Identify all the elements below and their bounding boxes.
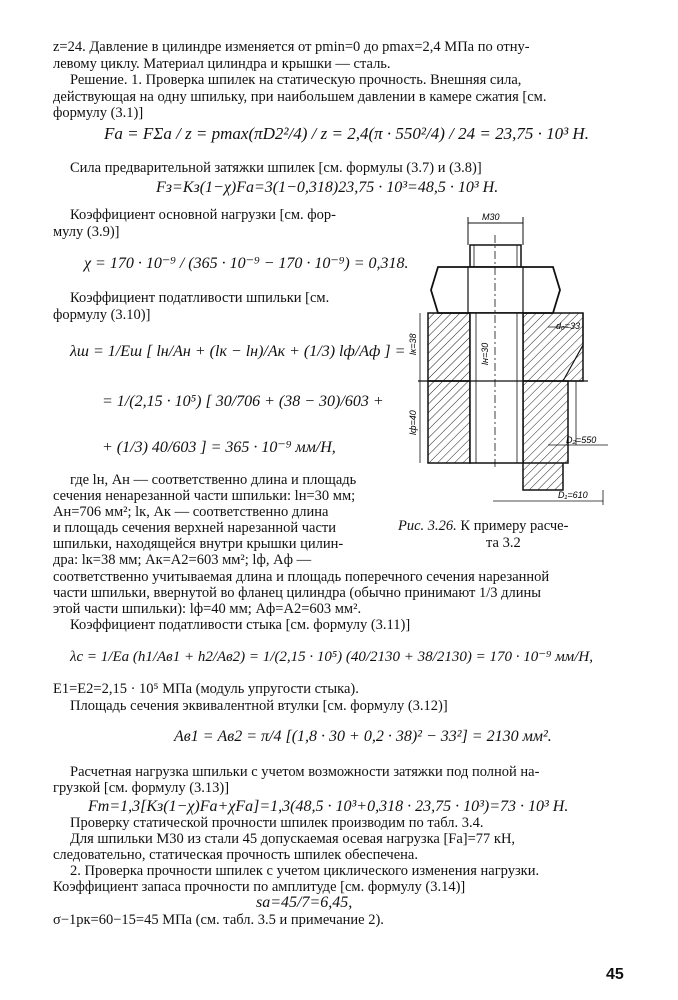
figure-caption-line-2: та 3.2: [486, 535, 521, 551]
page-number: 45: [606, 966, 624, 983]
label-d0: d₀=33: [556, 321, 581, 331]
text-line-21: E1=E2=2,15 · 10⁵ МПа (модуль упругости стыка).: [53, 681, 359, 697]
nut: [431, 267, 560, 313]
label-d2: D₂=550: [566, 435, 597, 445]
label-m30: M30: [482, 212, 500, 222]
text-line-6: Сила предварительной затяжки шпилек [см. формулы (3.7) и (3.8)]: [70, 160, 482, 176]
formula-sa: sa=45/7=6,45,: [256, 894, 353, 911]
text-line-13: Aн=706 мм²; lк, Aк — соответственно длина: [53, 504, 329, 520]
stud-end: [470, 245, 521, 267]
label-lk: lк=38: [408, 333, 418, 355]
formula-lambda-sh-1: λш = 1/Eш [ lн/Aн + (lк − lн)/Aк + (1/3) lф/Aф ] =: [70, 343, 406, 360]
text-line-23: Расчетная нагрузка шпильки с учетом возможности затяжки под полной на-: [70, 764, 540, 780]
figure-caption-label: Рис. 3.26.: [398, 518, 457, 534]
text-line-19: этой части шпильки): lф=40 мм; Aф=A2=603 мм².: [53, 601, 362, 617]
text-line-18: части шпильки, ввернутой во фланец цилиндра (обычно принимают 1/3 длины: [53, 585, 541, 601]
formula-force-fa: Fa = FΣa / z = pmax(πD2²/4) / z = 2,4(π · 550²/4) / 24 = 23,75 · 10³ Н.: [104, 124, 589, 143]
formula-lambda-c: λс = 1/Eа (h1/Aв1 + h2/Aв2) = 1/(2,15 · 10⁵) (40/2130 + 38/2130) = 170 · 10⁻⁹ мм/Н,: [70, 649, 593, 665]
label-ln: lн=30: [480, 342, 490, 365]
label-lf: lф=40: [408, 410, 418, 435]
text-line-24: грузкой [см. формулу (3.13)]: [53, 780, 230, 796]
text-line-11: где lн, Aн — соответственно длина и площадь: [70, 472, 357, 488]
text-line-4: действующая на одну шпильку, при наибольшем давлении в камере сжатия [см.: [53, 89, 547, 105]
text-line-1: z=24. Давление в цилиндре изменяется от pmin=0 до pmax=2,4 МПа по отну-: [53, 39, 530, 55]
text-line-17: соответственно учитываемая длина и площадь поперечного сечения нарезанной: [53, 569, 550, 585]
text-line-20: Коэффициент податливости стыка [см. формулу (3.11)]: [70, 617, 411, 633]
formula-preload: Fз=Kз(1−χ)Fa=3(1−0,318)23,75 · 10³=48,5 · 10³ Н.: [156, 179, 499, 196]
text-line-26: Для шпильки М30 из стали 45 допускаемая осевая нагрузка [Fa]=77 кН,: [70, 831, 516, 847]
text-line-27: следовательно, статическая прочность шпилек обеспечена.: [53, 847, 418, 863]
figure-caption: [398, 518, 568, 535]
formula-lambda-sh-2: = 1/(2,15 · 10⁵) [ 30/706 + (38 − 30)/603 +: [102, 393, 384, 410]
text-line-8: мулу (3.9)]: [53, 224, 120, 240]
text-line-3: Решение. 1. Проверка шпилек на статическую прочность. Внешняя сила,: [70, 72, 522, 88]
label-d1: D₁=610: [558, 490, 588, 500]
text-line-10: формулу (3.10)]: [53, 307, 151, 323]
formula-chi: χ = 170 · 10⁻⁹ / (365 · 10⁻⁹ − 170 · 10⁻⁹) = 0,318.: [84, 255, 409, 272]
text-line-14: и площадь сечения верхней нарезанной части: [53, 520, 336, 536]
text-line-15: шпильки, находящейся внутри крышки цилин-: [53, 536, 344, 552]
formula-area-sleeve: Aв1 = Aв2 = π/4 [(1,8 · 30 + 0,2 · 38)² − 33²] = 2130 мм².: [174, 728, 552, 745]
text-line-12: сечения ненарезанной части шпильки: lн=30 мм;: [53, 488, 356, 504]
text-line-16: дра: lк=38 мм; Aк=A2=603 мм²; lф, Aф —: [53, 552, 312, 568]
text-line-7: Коэффициент основной нагрузки [см. фор-: [70, 207, 336, 223]
text-line-30: σ−1рк=60−15=45 МПа (см. табл. 3.5 и примечание 2).: [53, 912, 384, 928]
text-line-22: Площадь сечения эквивалентной втулки [см. формулу (3.12)]: [70, 698, 448, 714]
formula-fm: Fm=1,3[Kз(1−χ)Fa+χFa]=1,3(48,5 · 10³+0,318 · 23,75 · 10³)=73 · 10³ Н.: [88, 798, 569, 815]
text-line-28: 2. Проверка прочности шпилек с учетом циклического изменения нагрузки.: [70, 863, 540, 879]
text-line-29: Коэффициент запаса прочности по амплитуде [см. формулу (3.14)]: [53, 879, 466, 895]
figure-caption-text-1: К примеру расче-: [460, 518, 569, 534]
stud-joint-drawing: [398, 205, 628, 515]
text-line-5: формулу (3.1)]: [53, 105, 144, 121]
text-line-25: Проверку статической прочности шпилек производим по табл. 3.4.: [70, 815, 484, 831]
formula-lambda-sh-3: + (1/3) 40/603 ] = 365 · 10⁻⁹ мм/Н,: [102, 439, 336, 456]
m30-dimension: [468, 212, 523, 245]
text-line-9: Коэффициент податливости шпильки [см.: [70, 290, 330, 306]
text-line-2: левому циклу. Материал цилиндра и крышки — сталь.: [53, 56, 391, 72]
